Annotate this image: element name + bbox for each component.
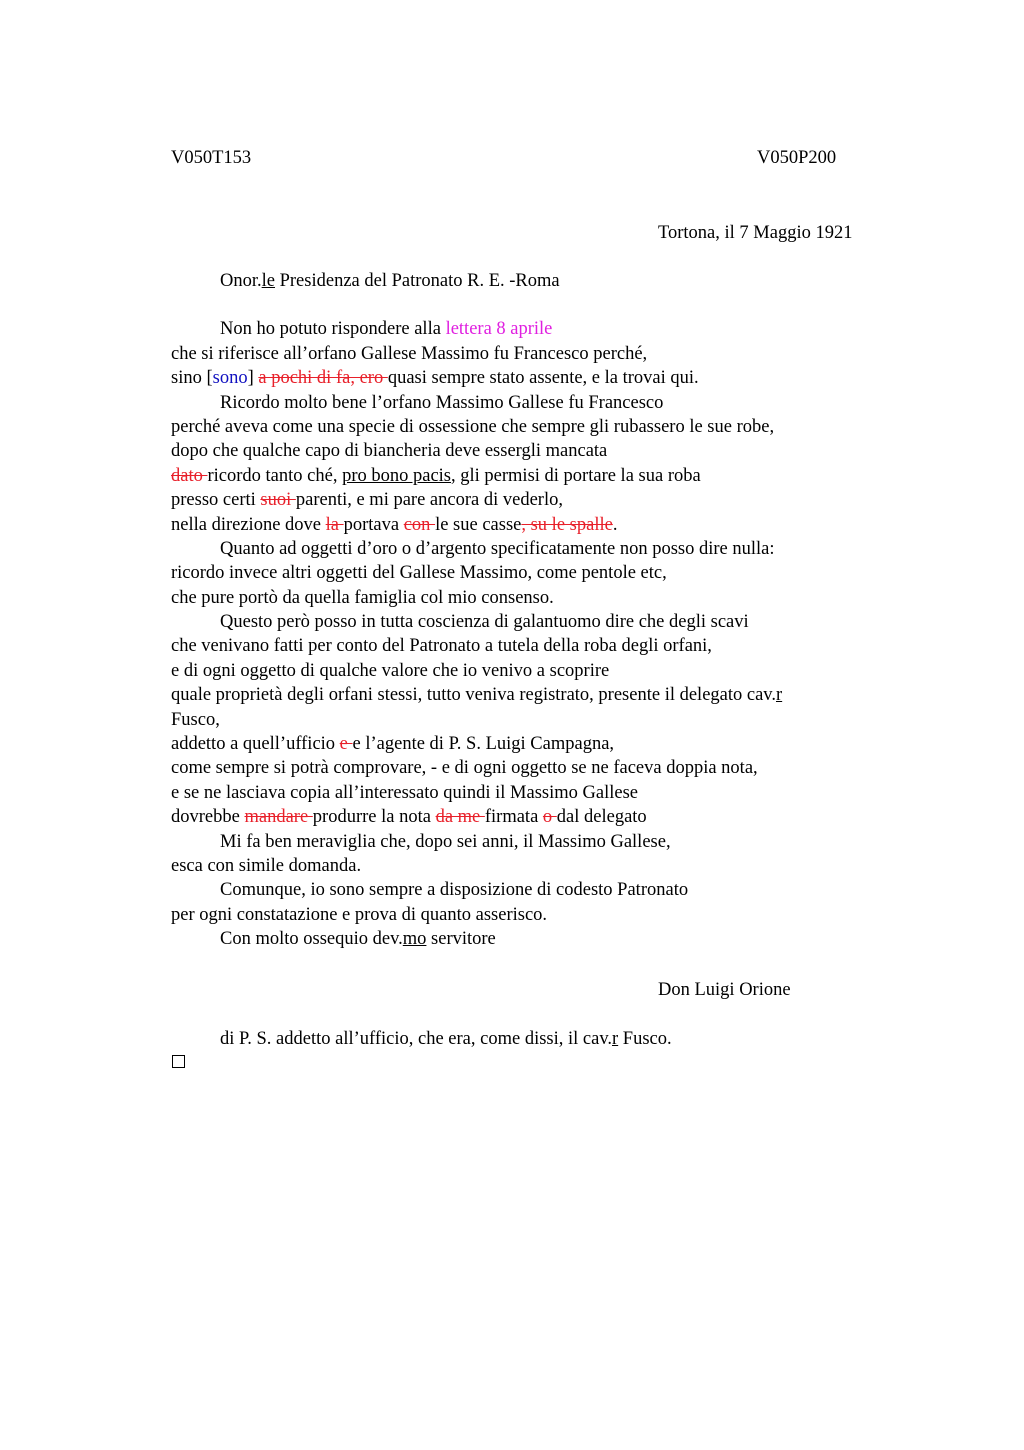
editorial-insertion: sono	[212, 368, 248, 389]
deleted-text: dato	[171, 465, 208, 486]
paragraph-line: Mi fa ben meraviglia che, dopo sei anni, il Massimo Gallese,	[220, 831, 671, 852]
deleted-text: mandare	[244, 807, 313, 828]
paragraph-line: addetto a quell’ufficio e e l’agente di P. S. Luigi Campagna,	[171, 734, 615, 755]
paragraph-line: che si riferisce all’orfano Gallese Massimo fu Francesco perché,	[171, 343, 648, 364]
document-code-right: V050P200	[757, 148, 837, 168]
paragraph-line: quale proprietà degli orfani stessi, tutto veniva registrato, presente il delegato cav.r	[171, 685, 783, 706]
paragraph-line: ricordo invece altri oggetti del Gallese Massimo, come pentole etc,	[171, 563, 667, 584]
footnote-line: di P. S. addetto all’ufficio, che era, come dissi, il cav.r Fusco.	[220, 1029, 672, 1049]
paragraph-line: che venivano fatti per conto del Patronato a tutela della roba degli orfani,	[171, 636, 712, 657]
paragraph-line: dato ricordo tanto ché, pro bono pacis, gli permisi di portare la sua roba	[171, 465, 701, 486]
deleted-text: e	[339, 734, 353, 755]
paragraph-line: che pure portò da quella famiglia col mio consenso.	[171, 587, 554, 608]
deleted-text: suoi	[260, 490, 296, 511]
paragraph-line: Non ho potuto rispondere alla lettera 8 aprile	[220, 319, 553, 340]
paragraph-line: dopo che qualche capo di biancheria deve essergli mancata	[171, 441, 608, 462]
paragraph-line: Ricordo molto bene l’orfano Massimo Gallese fu Francesco	[220, 392, 664, 413]
deleted-text: da me	[435, 807, 485, 828]
paragraph-line: Comunque, io sono sempre a disposizione di codesto Patronato	[220, 880, 689, 901]
paragraph-line: per ogni constatazione e prova di quanto asserisco.	[171, 904, 548, 925]
deleted-text: con	[403, 514, 436, 535]
paragraph-line: Questo però posso in tutta coscienza di galantuomo dire che degli scavi	[220, 612, 749, 633]
closing-line: Con molto ossequio dev.mo servitore	[220, 929, 496, 950]
deleted-text: o	[542, 807, 557, 828]
address-line: Onor.le Presidenza del Patronato R. E. -Roma	[220, 271, 560, 291]
paragraph-line: perché aveva come una specie di ossessione che sempre gli rubassero le sue robe,	[171, 416, 775, 437]
paragraph-line: Fusco,	[171, 709, 220, 730]
paragraph-line: nella direzione dove la portava con le sue casse, su le spalle.	[171, 514, 618, 535]
paragraph-line: sino [sono] a pochi di fa, ero quasi sempre stato assente, e la trovai qui.	[171, 368, 699, 389]
signature: Don Luigi Orione	[658, 980, 791, 1000]
letter-body	[171, 269, 871, 952]
checkbox-square-icon	[172, 1055, 185, 1068]
deleted-text: , su le spalle	[521, 514, 613, 535]
deleted-text: a pochi di fa, ero	[258, 368, 388, 389]
paragraph-line: presso certi suoi parenti, e mi pare ancora di vederlo,	[171, 490, 563, 511]
paragraph-line: e di ogni oggetto di qualche valore che io venivo a scoprire	[171, 660, 610, 681]
document-code-left: V050T153	[171, 148, 252, 168]
place-date: Tortona, il 7 Maggio 1921	[658, 223, 853, 243]
paragraph-line: esca con simile domanda.	[171, 855, 362, 876]
deleted-text: la	[325, 514, 344, 535]
paragraph-line: e se ne lasciava copia all’interessato quindi il Massimo Gallese	[171, 782, 638, 803]
paragraph-line: Quanto ad oggetti d’oro o d’argento specificatamente non posso dire nulla:	[220, 538, 775, 559]
letter-reference: lettera 8 aprile	[445, 319, 553, 340]
paragraph-line: come sempre si potrà comprovare, - e di ogni oggetto se ne faceva doppia nota,	[171, 758, 758, 779]
paragraph-line: dovrebbe mandare produrre la nota da me firmata o dal delegato	[171, 807, 647, 828]
